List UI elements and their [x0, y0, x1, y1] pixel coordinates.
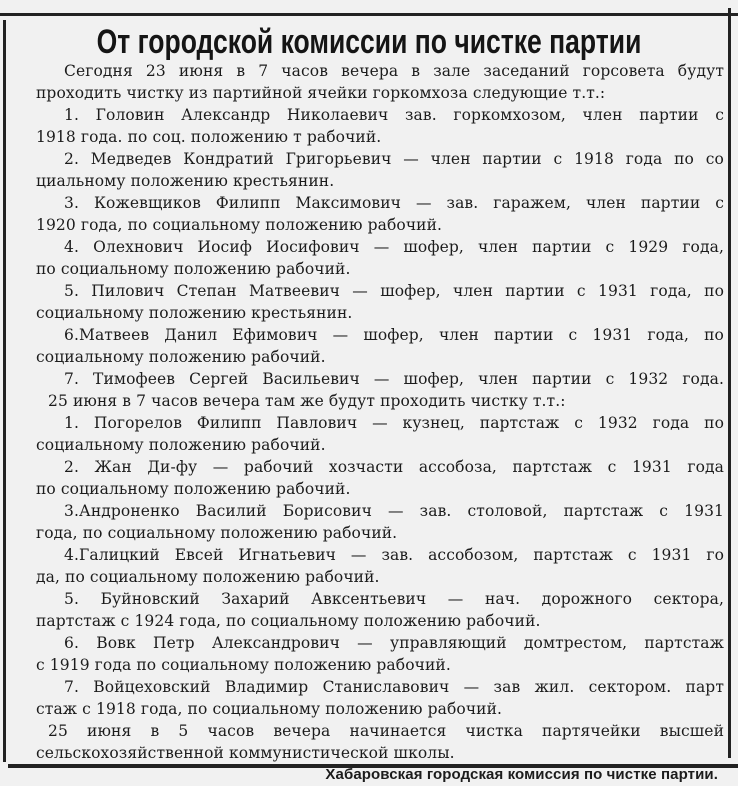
entry-line: 5. Пилович Степан Матвеевич — шофер, член партии с 1931 года, по: [64, 282, 724, 300]
article-title: От городской комиссии по чистке партии: [96, 23, 642, 61]
entry-line: да, по социальному положению рабочий.: [36, 568, 380, 586]
list-item: [36, 324, 724, 368]
entry-line: стаж с 1918 года, по социальному положению рабочий.: [36, 700, 503, 718]
list-item: [36, 588, 724, 632]
list-item: [36, 368, 724, 390]
entry-line: 6. Вовк Петр Александрович — управляющий домтрестом, партстаж: [64, 634, 724, 652]
entry-line: 2. Медведев Кондратий Григорьевич — член партии с 1918 года по со: [64, 150, 724, 168]
group2-heading: 25 июня в 7 часов вечера там же будут проходить чистку т.т.:: [48, 392, 566, 410]
closing-line: сельскохозяйственной коммунистической школы.: [36, 744, 455, 762]
entry-line: с 1919 года по социальному положению рабочий.: [36, 656, 451, 674]
list-item: [36, 104, 724, 148]
entry-line: 5. Буйновский Захарий Авксентьевич — нач. дорожного сектора,: [64, 590, 724, 608]
signature: Хабаровская городская комиссия по чистке партии.: [325, 766, 718, 783]
list-item: [36, 676, 724, 720]
entry-line: 3.Андроненко Василий Борисович — зав. столовой, партстаж с 1931: [64, 502, 724, 520]
entry-line: 7. Тимофеев Сергей Васильевич — шофер, член партии с 1932 года.: [64, 370, 724, 388]
entry-line: 2. Жан Ди-фу — рабочий хозчасти ассобоза, партстаж с 1931 года: [64, 458, 724, 476]
closing-line: 25 июня в 5 часов вечера начинается чистка партячейки высшей: [48, 722, 724, 740]
entry-line: партстаж с 1924 года, по социальному положению рабочий.: [36, 612, 541, 630]
entry-line: 7. Войцеховский Владимир Станиславович — зав жил. сектором. парт: [64, 678, 724, 696]
entry-line: социальному положению рабочий.: [36, 348, 326, 366]
list-item: [36, 236, 724, 280]
list-item: [36, 456, 724, 500]
entry-line: циальному положению крестьянин.: [36, 172, 335, 190]
list-item: [36, 544, 724, 588]
entry-line: 1. Погорелов Филипп Павлович — кузнец, партстаж с 1932 года по: [64, 414, 724, 432]
entry-line: 1920 года, по социальному положению рабочий.: [36, 216, 443, 234]
right-border-rule: [728, 8, 731, 758]
entry-line: 4. Олехнович Иосиф Иосифович — шофер, член партии с 1929 года,: [64, 238, 724, 256]
entry-line: по социальному положению рабочий.: [36, 260, 351, 278]
entry-line: 1918 года. по соц. положению т рабочий.: [36, 128, 382, 146]
article-body: [36, 60, 724, 786]
entry-line: социальному положению крестьянин.: [36, 304, 353, 322]
entry-line: социальному положению рабочий.: [36, 436, 326, 454]
entry-line: 3. Кожевщиков Филипп Максимович — зав. гаражем, член партии с: [64, 194, 724, 212]
intro-line: Сегодня 23 июня в 7 часов вечера в зале заседаний горсовета будут: [64, 62, 724, 80]
entry-line: по социальному положению рабочий.: [36, 480, 351, 498]
list-item: [36, 412, 724, 456]
entry-line: года, по социальному положению рабочий.: [36, 524, 398, 542]
list-item: [36, 632, 724, 676]
left-border-rule: [3, 20, 6, 762]
list-item: [36, 192, 724, 236]
entry-line: 6.Матвеев Данил Ефимович — шофер, член партии с 1931 года, по: [64, 326, 724, 344]
top-border-rule: [0, 13, 738, 16]
entry-line: 4.Галицкий Евсей Игнатьевич — зав. ассобозом, партстаж с 1931 го: [64, 546, 724, 564]
intro-line: проходить чистку из партийной ячейки горкомхоза следующие т.т.:: [36, 84, 606, 102]
entry-line: 1. Головин Александр Николаевич зав. горкомхозом, член партии с: [64, 106, 724, 124]
list-item: [36, 148, 724, 192]
list-item: [36, 280, 724, 324]
list-item: [36, 500, 724, 544]
